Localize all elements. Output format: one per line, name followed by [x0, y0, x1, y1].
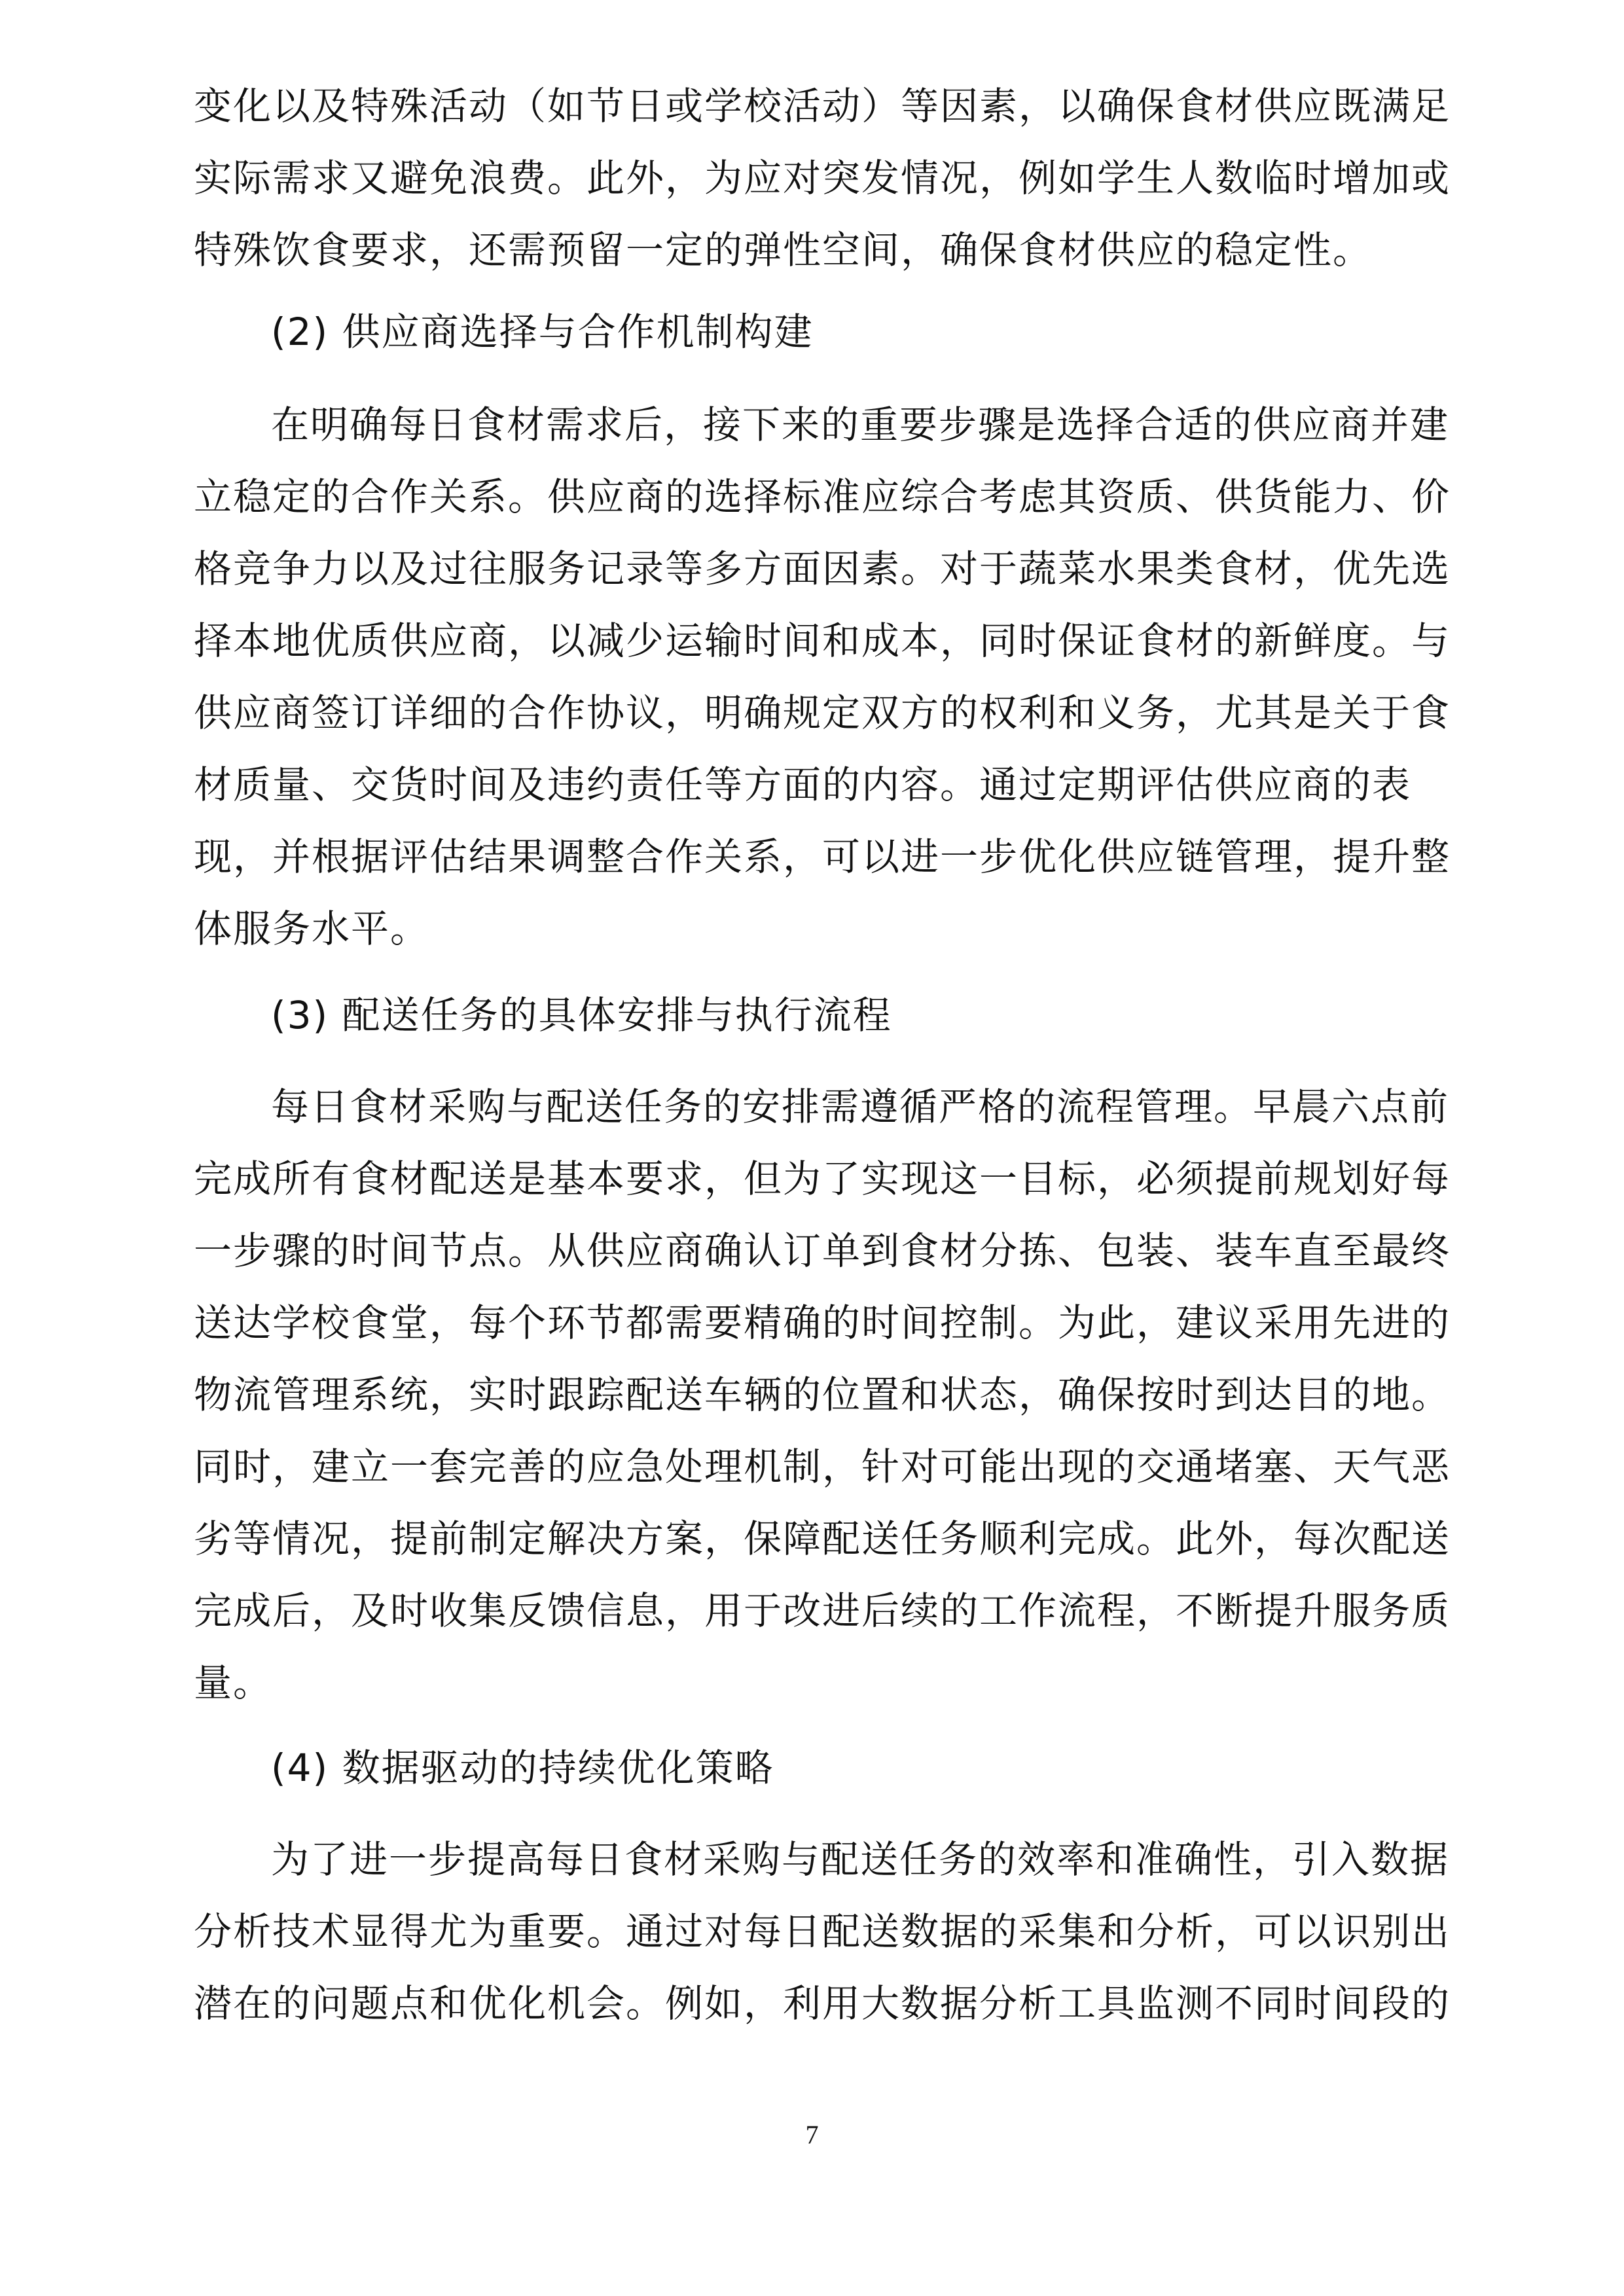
body-text-line: 体服务水平。: [194, 906, 430, 951]
body-text-line: 材质量、交货时间及违约责任等方面的内容。通过定期评估供应商的表: [194, 762, 1412, 807]
body-text-line: 格竞争力以及过往服务记录等多方面因素。对于蔬菜水果类食材，优先选: [194, 547, 1451, 591]
section-heading: (3) 配送任务的具体安排与执行流程: [271, 993, 892, 1037]
section-heading: (2) 供应商选择与合作机制构建: [271, 310, 814, 354]
body-text-line: 完成后，及时收集反馈信息，用于改进后续的工作流程，不断提升服务质: [194, 1588, 1451, 1633]
body-text-line: 物流管理系统，实时跟踪配送车辆的位置和状态，确保按时到达目的地。: [194, 1372, 1451, 1417]
body-text-line: 一步骤的时间节点。从供应商确认订单到食材分拣、包装、装车直至最终: [194, 1229, 1451, 1273]
body-text-line: 在明确每日食材需求后，接下来的重要步骤是选择合适的供应商并建: [271, 403, 1450, 447]
body-text-line: 量。: [194, 1660, 273, 1705]
body-text-line: 变化以及特殊活动（如节日或学校活动）等因素，以确保食材供应既满足: [194, 84, 1451, 128]
body-text-line: 择本地优质供应商，以减少运输时间和成本，同时保证食材的新鲜度。与: [194, 619, 1451, 663]
body-text-line: 现，并根据评估结果调整合作关系，可以进一步优化供应链管理，提升整: [194, 834, 1451, 879]
body-text-line: 为了进一步提高每日食材采购与配送任务的效率和准确性，引入数据: [271, 1837, 1450, 1882]
body-text-line: 特殊饮食要求，还需预留一定的弹性空间，确保食材供应的稳定性。: [194, 228, 1373, 272]
body-text-line: 分析技术显得尤为重要。通过对每日配送数据的采集和分析，可以识别出: [194, 1909, 1451, 1954]
body-text-line: 同时，建立一套完善的应急处理机制，针对可能出现的交通堵塞、天气恶: [194, 1444, 1451, 1489]
body-text-line: 供应商签订详细的合作协议，明确规定双方的权利和义务，尤其是关于食: [194, 691, 1451, 735]
section-heading: (4) 数据驱动的持续优化策略: [271, 1746, 774, 1790]
body-text-line: 劣等情况，提前制定解决方案，保障配送任务顺利完成。此外，每次配送: [194, 1516, 1451, 1561]
body-text-line: 送达学校食堂，每个环节都需要精确的时间控制。为此，建议采用先进的: [194, 1300, 1451, 1345]
body-text-line: 完成所有食材配送是基本要求，但为了实现这一目标，必须提前规划好每: [194, 1157, 1451, 1201]
body-text-line: 立稳定的合作关系。供应商的选择标准应综合考虑其资质、供货能力、价: [194, 475, 1451, 519]
body-text-line: 实际需求又避免浪费。此外，为应对突发情况，例如学生人数临时增加或: [194, 156, 1451, 200]
body-text-line: 潜在的问题点和优化机会。例如，利用大数据分析工具监测不同时间段的: [194, 1981, 1451, 2026]
page-number: 7: [805, 2120, 819, 2149]
body-text-line: 每日食材采购与配送任务的安排需遵循严格的流程管理。早晨六点前: [271, 1085, 1450, 1129]
